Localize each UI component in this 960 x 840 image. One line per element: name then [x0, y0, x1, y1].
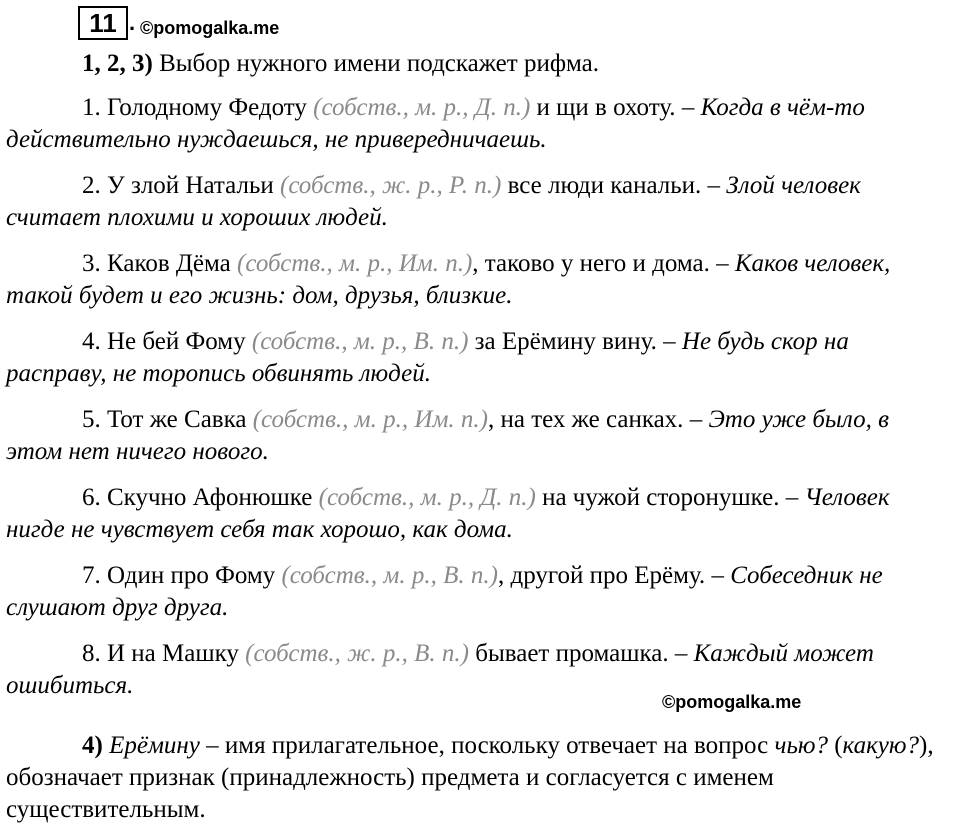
- exercise-number: 11: [78, 6, 128, 40]
- proverb-meaning: Каков человек, такой будет и его жизнь: дом, друзья, близкие.: [6, 250, 891, 309]
- proverb-meaning: Не будь скор на расправу, не торопись обвинять людей.: [6, 328, 849, 387]
- dash: –: [663, 328, 676, 355]
- dash: –: [785, 484, 799, 511]
- proverb-item: [0, 170, 960, 234]
- answer-content: [0, 48, 960, 840]
- proverb-item: [0, 404, 960, 468]
- grammar-note: (собств., ж. р., Р. п.): [280, 172, 502, 199]
- intro-task-numbers: 1, 2, 3): [82, 50, 153, 77]
- proverb-meaning: Каждый может ошибиться.: [6, 640, 874, 699]
- proverb-text: 8. И на Машку: [82, 640, 246, 667]
- proverb-text: 1. Голодному Федоту: [82, 94, 314, 121]
- grammar-note: (собств., м. р., Д. п.): [313, 94, 531, 121]
- proverb-text-rest: все люди канальи.: [501, 172, 708, 199]
- proverb-item: [0, 92, 960, 156]
- proverb-text-rest: , на тех же санках.: [487, 406, 690, 433]
- dash: –: [689, 406, 703, 433]
- proverb-meaning: Человек нигде не чувствует себя так хорошо, как дома.: [6, 484, 890, 543]
- grammar-note: (собств., ж. р., В. п.): [245, 640, 469, 667]
- proverb-text: 4. Не бей Фому: [82, 328, 252, 355]
- proverb-text-rest: и щи в охоту.: [530, 94, 682, 121]
- question-word: чью?: [774, 732, 828, 759]
- intro-text: Выбор нужного имени подскажет рифма.: [152, 50, 600, 77]
- proverb-item: [0, 560, 960, 624]
- highlighted-word: Ерёмину: [102, 732, 200, 759]
- proverb-text-rest: на чужой сторонушке.: [535, 484, 786, 511]
- proverb-meaning: Это уже было, в этом нет ничего нового.: [6, 406, 889, 465]
- dash: –: [711, 562, 724, 589]
- proverb-text: 2. У злой Натальи: [82, 172, 280, 199]
- proverb-item: [0, 326, 960, 390]
- proverb-text: 3. Каков Дёма: [82, 250, 238, 277]
- proverb-item: [0, 482, 960, 546]
- proverb-meaning: Собеседник не слушают друг друга.: [6, 562, 883, 621]
- proverb-meaning: Когда в чём-то действительно нуждаешься, не привередничаешь.: [6, 94, 865, 153]
- grammar-note: (собств., м. р., В. п.): [281, 562, 498, 589]
- final-task-number: 4): [82, 732, 103, 759]
- final-text: – имя прилагательное, поскольку отвечает на вопрос: [199, 732, 775, 759]
- dash: –: [716, 250, 729, 277]
- grammar-note: (собств., м. р., Им. п.): [252, 406, 488, 433]
- proverb-text-rest: бывает промашка.: [468, 640, 675, 667]
- question-word: какую?: [842, 732, 920, 759]
- dash: –: [674, 640, 688, 667]
- intro-paragraph: [0, 48, 960, 80]
- proverb-text: 5. Тот же Савка: [82, 406, 253, 433]
- final-paragraph: [0, 730, 960, 826]
- proverb-text-rest: , таково у него и дома.: [472, 250, 717, 277]
- grammar-note: (собств., м. р., Им. п.): [237, 250, 473, 277]
- final-text: ), обозначает признак (принадлежность) предмета и согласуется с именем существительным.: [6, 732, 934, 823]
- proverb-text-rest: за Ерёмину вину.: [468, 328, 664, 355]
- proverb-item: [0, 248, 960, 312]
- proverb-text: 6. Скучно Афонюшке: [82, 484, 319, 511]
- grammar-note: (собств., м. р., В. п.): [251, 328, 469, 355]
- final-text: (: [827, 732, 843, 759]
- watermark-middle: ©pomogalka.me: [662, 692, 802, 712]
- proverb-meaning: Злой человек считает плохими и хороших людей.: [6, 172, 861, 231]
- exercise-number-dot: .: [129, 10, 136, 35]
- dash: –: [707, 172, 721, 199]
- proverb-text: 7. Один про Фому: [82, 562, 282, 589]
- proverb-text-rest: , другой про Ерёму.: [497, 562, 712, 589]
- proverb-item: [0, 638, 960, 702]
- grammar-note: (собств., м. р., Д. п.): [318, 484, 536, 511]
- dash: –: [681, 94, 695, 121]
- watermark-top: ©pomogalka.me: [140, 18, 280, 38]
